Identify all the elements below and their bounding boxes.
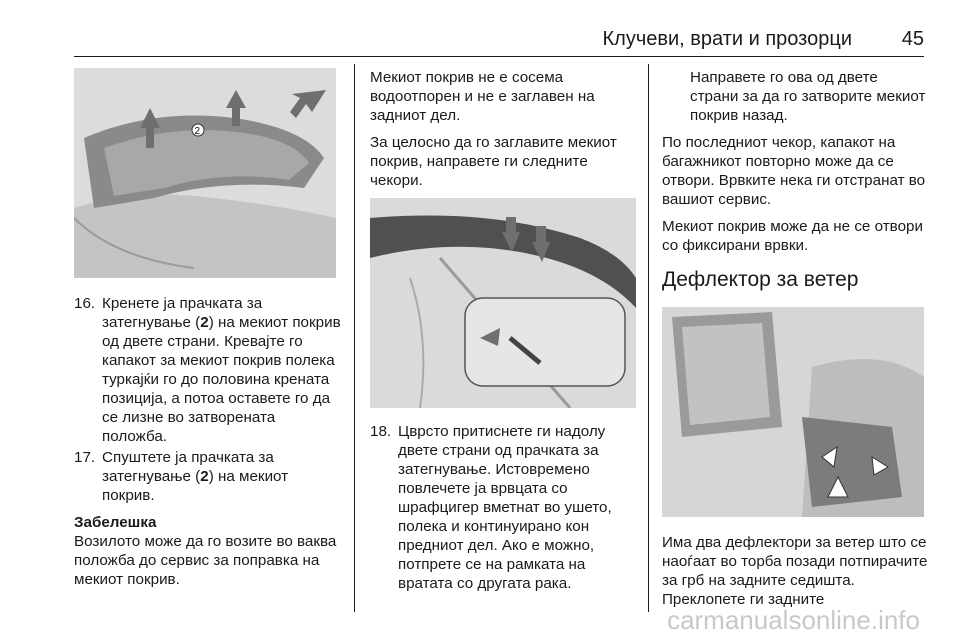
column-divider-right xyxy=(648,64,649,612)
callout-label: 2 xyxy=(194,126,201,137)
soft-top-cover-illustration xyxy=(74,68,336,278)
paragraph: Направете го ова од двете страни за да го затворите мекиот покрив назад. xyxy=(690,69,926,124)
step-number: 16. xyxy=(74,295,96,312)
watermark: carmanualsonline.info xyxy=(667,605,920,635)
column-3 xyxy=(662,68,928,617)
step-text-part: ) на мекиот покрив од двете страни. Кревајте го капакот за мекиот покрив полека туркајќи го до половина крената позиција, а потоа оставете го да се лизне во затворената положба. xyxy=(102,314,341,445)
paragraph: Има два дефлектори за ветер што се наоѓаат во торба позади потпирачите за грб на задните седишта. Преклопете ги задните xyxy=(662,534,928,608)
page-header xyxy=(44,28,924,50)
section-heading: Дефлектор за ветер xyxy=(662,268,859,291)
tension-cord-illustration xyxy=(370,198,636,408)
step-text-part: Кренете ја прачката за затегнување ( xyxy=(102,295,263,331)
column-2 xyxy=(370,68,636,595)
note-title: Забелешка xyxy=(74,514,157,531)
step-text xyxy=(102,294,342,446)
wind-deflector-drawing xyxy=(662,307,924,517)
paragraph: Мекиот покрив може да не се отвори со фиксирани врвки. xyxy=(662,218,923,254)
page-title: Клучеви, врати и прозорци xyxy=(602,28,852,50)
wind-deflector-illustration xyxy=(662,307,924,517)
soft-top-cover-drawing xyxy=(74,68,336,278)
step-18 xyxy=(370,422,636,593)
step-17 xyxy=(74,448,342,505)
header-divider xyxy=(74,56,924,57)
step-text xyxy=(102,448,342,505)
step-text-part: ) на мекиот покрив. xyxy=(102,468,289,504)
column-divider-left xyxy=(354,64,355,612)
step-16 xyxy=(74,294,342,446)
tension-cord-drawing xyxy=(370,198,636,408)
note-text: Возилото може да го возите во ваква положба до сервис за поправка на мекиот покрив. xyxy=(74,533,337,588)
paragraph: Мекиот покрив не е сосема водоотпорен и не е заглавен на задниот дел. xyxy=(370,69,595,124)
paragraph: За целосно да го заглавите мекиот покрив, направете ги следните чекори. xyxy=(370,134,617,189)
step-number: 17. xyxy=(74,449,96,466)
step-text-part: Спуштете ја прачката за затегнување ( xyxy=(102,449,274,485)
step-number: 18. xyxy=(370,423,392,440)
step-reference: 2 xyxy=(200,468,209,485)
column-1 xyxy=(74,68,342,597)
page-number: 45 xyxy=(901,28,924,50)
step-reference: 2 xyxy=(200,314,209,331)
paragraph: По последниот чекор, капакот на багажникот повторно може да се отвори. Врвките нека ги отстранат во вашиот сервис. xyxy=(662,134,926,208)
step-text: Цврсто притиснете ги надолу двете страни од прачката за затегнување. Истовремено повлечете ја врвцата со шрафцигер вметнат во ушето, полека и континуирано кон предниот дел. Ако е можно, потпрете се на рамката на вратата со другата рака. xyxy=(398,423,612,592)
